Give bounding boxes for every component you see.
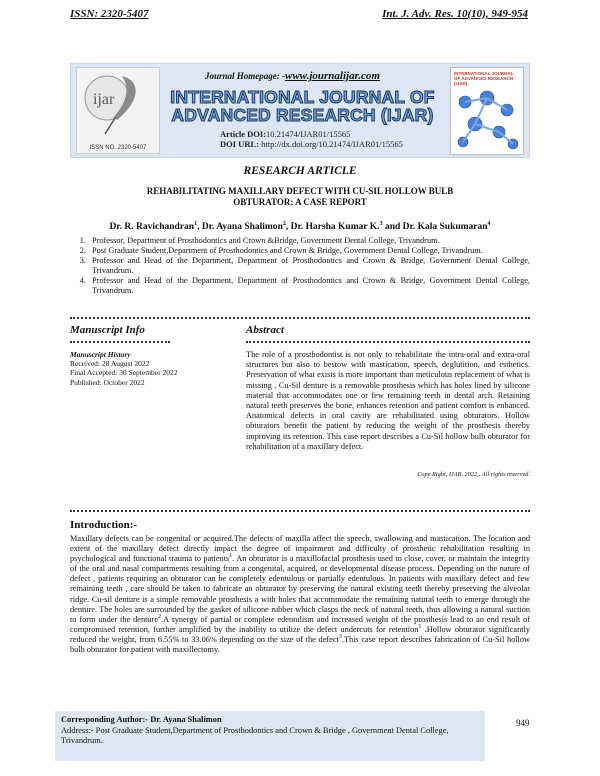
introduction-heading: Introduction:- — [70, 519, 138, 531]
issn-header: ISSN: 2320-5407 — [70, 8, 149, 20]
author-sup: 2 — [282, 220, 286, 227]
journal-cover-thumbnail — [450, 67, 524, 155]
author-name: Dr. R. Ravichandran — [109, 222, 195, 232]
author-name: Dr. Harsha Kumar K. — [290, 222, 380, 232]
affiliation-item: 4. Professor and Head of the Department, Department of Prosthodontics and Crown & Bridge, Government Dental College, Trivandrum. — [88, 276, 530, 296]
manuscript-history-label: Manuscript History — [70, 350, 131, 359]
intro-segment: . An obturator is a maxillofacial prosthesis used to close, cover, or maintain the integrity of the oral and nasal compartments resulting from a congenital, acquired, or developmental disease process. Depending on the nature of defect , patients requiring an obturator can be completely edentulous or partially edentulous. In patients with maxillary defect and few remaining teeth , care should be taken to fabricate an obturator by preserving the natural existing teeth thereby preserving the alveolar ridge. Cu-sil denture is a simple removable prosthesis a with holes that accommodate the remaining natural teeth to emerge through the denture. The holes are surrounded by the gasket of silicone rubber which clasps the neck of natural teeth, thus allowing a natural suction to form under the denture — [70, 554, 530, 624]
journal-title — [160, 88, 445, 124]
author-sup: 1 — [194, 220, 198, 227]
article-type: RESEARCH ARTICLE — [243, 165, 357, 177]
article-doi-label: Article DOI: — [220, 129, 267, 139]
abstract-text: The role of a prosthodontist is not only to rehabilitate the intra-oral and extra-oral structures but also to bestow with mastication, speech, deglutition, and esthetics. Preservation of what exists is more important than meticulous replacement of what is missing . Cu-Sil denture is a removable prosthesis which has holes lined by silicone material that accommodates one or few remaining teeth in dental arch. Retaining natural teeth preserves the bone, enhances retention and patient comfort is enhanced. Anatomical defects in oral cavity are rehabilitated using obturators. Hollow obturators benefit the patient by reducing the weight of the prosthesis thereby improving its retention. This case report describes a Cu-Sil hollow bulb obturator for rehabilitation of a maxillary defect. — [246, 350, 530, 451]
journal-logo — [76, 67, 160, 154]
affiliation-item: 1. Professor, Department of Prosthodontics and Crown &Bridge, Government Dental College, Trivandrum. — [88, 236, 530, 246]
affiliation-item: 3. Professor and Head of the Department, Department of Prosthodontics and Crown & Bridge, Government Dental College, Trivandrum. — [88, 256, 530, 276]
author-name: Dr. Kala Sukumaran — [402, 222, 488, 232]
corresponding-author-heading: Corresponding Author:- Dr. Ayana Shalimon — [61, 715, 222, 724]
citation-sup: 2 — [158, 613, 162, 620]
affiliation-list — [70, 236, 530, 296]
citation-sup: 1 — [418, 624, 422, 631]
copyright-notice: Copy Right, IJAR, 2022,. All rights reserved. — [417, 471, 530, 478]
intro-segment: .Hollow obturator significantly reduced the weight, from 6.55% to 33.06% depending on the size of the defect — [70, 624, 531, 644]
citation-sup: 3 — [338, 634, 342, 641]
section-divider — [70, 510, 530, 513]
author-separator: and — [382, 222, 403, 232]
homepage-link[interactable]: www.journalijar.com — [285, 70, 380, 82]
affiliation-item: 2. Post Graduate Student,Department of Prosthodontics and Crown & Bridge, Government Dental College, Trivandrum. — [88, 246, 530, 256]
section-divider — [70, 317, 530, 320]
manuscript-info-underline — [70, 341, 170, 343]
citation-sup: 1 — [229, 553, 233, 560]
intro-segment: .A synergy of partial or complete edentulism and increased weight of the prosthesis lead to an end result of compromised retention, further amplified by the inability to utilize the defect undercuts for retention — [70, 614, 530, 634]
corresponding-author-address: Address:- Post Graduate Student,Department of Prosthodontics and Crown & Bridge , Government Dental College, Trivandrum. — [61, 725, 449, 745]
corresponding-author-box — [55, 711, 485, 761]
logo-issn: ISSN NO. 2320-5407 — [89, 145, 147, 151]
author-sup: 3 — [379, 220, 383, 227]
author-sup: 4 — [487, 220, 491, 227]
abstract-heading: Abstract — [246, 324, 284, 336]
accepted-date: Final Accepted: 30 September 2022 — [70, 368, 178, 378]
paper-title: REHABILITATING MAXILLARY DEFECT WITH CU-SIL HOLLOW BULB OBTURATOR: A CASE REPORT — [146, 186, 454, 207]
journal-title-line2: ADVANCED RESEARCH (IJAR) — [171, 105, 434, 125]
homepage-label: Journal Homepage: - — [205, 71, 285, 81]
author-list — [0, 222, 600, 232]
journal-title-line1: INTERNATIONAL JOURNAL OF — [170, 87, 435, 107]
intro-segment: Maxillary defects can be congenital or acquired.The defects of maxilla affect the speech, swallowing and mastication. The location and extent of the maxillary defect directly impact the degree of impairment and difficulty of prosthetic rehabilitation resulting in psychological and functional trauma to patients — [70, 534, 530, 564]
abstract-underline — [246, 341, 530, 343]
page-number: 949 — [516, 718, 530, 728]
cover-title: INTERNATIONAL JOURNAL OF ADVANCED RESEARCH (IJAR) — [454, 71, 514, 87]
article-doi: 10.21474/IJAR01/15565 — [266, 129, 351, 139]
published-date: Published: October 2022 — [70, 377, 145, 387]
introduction-text — [70, 534, 530, 655]
author-name: Dr. Ayana Shalimon — [201, 222, 283, 232]
quill-logo-icon — [77, 68, 159, 153]
doi-url-label: DOI URL: — [220, 139, 259, 149]
author-separator: , — [285, 222, 291, 232]
received-date: Received: 28 August 2022 — [70, 359, 150, 369]
doi-block — [220, 129, 403, 149]
logo-text: ijar — [93, 91, 115, 108]
doi-url-link[interactable]: http://dx.doi.org/10.21474/IJAR01/15565 — [261, 139, 403, 149]
citation-header: Int. J. Adv. Res. 10(10), 949-954 — [382, 8, 528, 20]
journal-homepage — [205, 70, 380, 82]
author-separator: , — [197, 222, 202, 232]
manuscript-info-heading: Manuscript Info — [70, 324, 145, 336]
intro-segment: .This case report describes fabrication of Cu-Sil hollow bulb obturator for patient with maxillectomy. — [70, 634, 530, 655]
manuscript-history — [70, 350, 177, 387]
